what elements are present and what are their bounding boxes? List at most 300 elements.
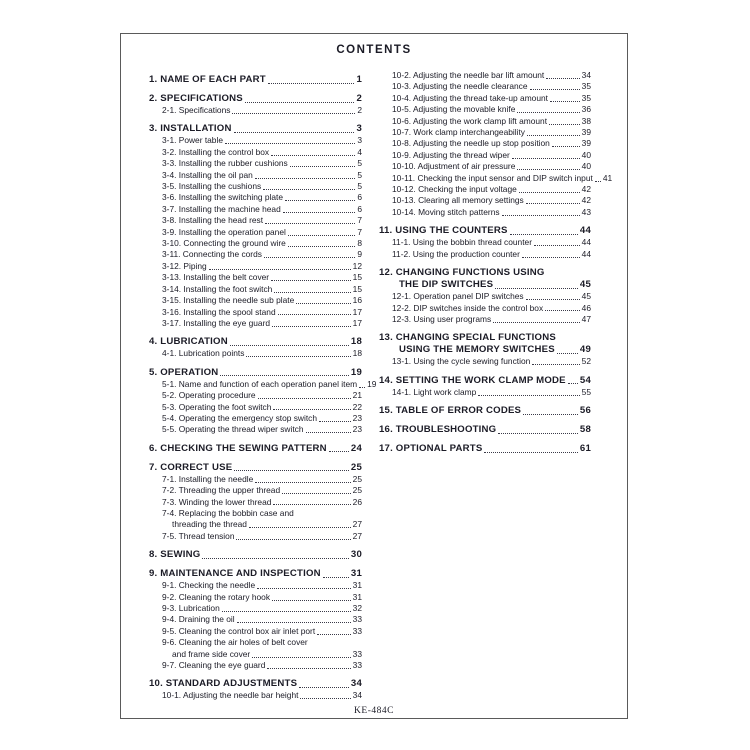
toc-entry-label: 3-2. Installing the control box — [162, 146, 270, 157]
toc-dotted-leader — [232, 113, 355, 114]
toc-entry — [149, 307, 362, 318]
toc-dotted-leader — [495, 288, 578, 289]
toc-page-number: 23 — [352, 412, 362, 423]
toc-page-number: 17 — [352, 317, 362, 328]
toc-dotted-leader — [290, 166, 356, 167]
toc-entry-label: 10-4. Adjusting the thread take-up amount — [392, 92, 548, 103]
toc-entry — [149, 485, 362, 496]
toc-entry-label: 15. TABLE OF ERROR CODES — [379, 405, 522, 417]
toc-entry — [149, 105, 362, 116]
toc-dotted-leader — [271, 280, 351, 281]
toc-page-number: 30 — [350, 549, 362, 561]
toc-entry — [149, 367, 362, 379]
toc-page-number: 44 — [579, 225, 591, 237]
toc-page-number: 7 — [357, 226, 362, 237]
toc-right-column — [379, 70, 613, 455]
toc-dotted-leader — [557, 353, 578, 354]
toc-dotted-leader — [246, 356, 350, 357]
toc-entry-label: 3-11. Connecting the cords — [162, 249, 262, 260]
toc-page-number: 39 — [581, 127, 591, 138]
toc-page-number: 16 — [352, 295, 362, 306]
toc-dotted-leader — [546, 78, 579, 79]
toc-page-number: 56 — [579, 405, 591, 417]
toc-page-number: 33 — [352, 614, 362, 625]
toc-page-number: 25 — [350, 461, 362, 473]
toc-entry-label: 3-13. Installing the belt cover — [162, 272, 270, 283]
toc-entry-label: 3-14. Installing the foot switch — [162, 283, 273, 294]
toc-page-number: 39 — [581, 138, 591, 149]
toc-entry — [379, 424, 591, 436]
toc-dotted-leader — [306, 432, 351, 433]
toc-page-number: 36 — [581, 104, 591, 115]
page-footer: KE-484C — [354, 706, 394, 716]
toc-entry — [379, 172, 613, 184]
toc-entry-label: 10-2. Adjusting the needle bar lift amount — [392, 70, 545, 80]
toc-page-number: 61 — [579, 443, 591, 455]
toc-page-number: 45 — [579, 279, 591, 291]
toc-entry-label: 17. OPTIONAL PARTS — [379, 443, 483, 455]
toc-entry-label: 7. CORRECT USE — [149, 461, 233, 473]
toc-entry — [149, 348, 362, 359]
toc-entry-label: USING THE MEMORY SWITCHES — [399, 344, 555, 356]
toc-page-number: 4 — [357, 146, 362, 157]
toc-page-number: 34 — [581, 70, 591, 80]
toc-page-number: 27 — [352, 519, 362, 530]
toc-entry-label: 10. STANDARD ADJUSTMENTS — [149, 678, 298, 690]
toc-dotted-leader — [252, 657, 350, 658]
toc-entry-label: 5-3. Operating the foot switch — [162, 401, 272, 412]
toc-page-number: 22 — [352, 401, 362, 412]
toc-entry-label: 3-9. Installing the operation panel — [162, 226, 286, 237]
toc-dotted-leader — [530, 89, 580, 90]
toc-entry — [379, 104, 591, 115]
toc-page-number: 47 — [581, 313, 591, 324]
toc-dotted-leader — [595, 181, 601, 182]
toc-entry-label: 10-11. Checking the input sensor and DIP switch input — [392, 172, 593, 183]
toc-dotted-leader — [526, 299, 580, 300]
toc-dotted-leader — [510, 234, 578, 235]
toc-dotted-leader — [237, 622, 351, 623]
toc-page-number: 17 — [352, 306, 362, 317]
toc-entry-label: 12-3. Using user programs — [392, 313, 492, 324]
toc-page-number: 41 — [602, 172, 613, 183]
toc-entry — [149, 181, 362, 192]
toc-page-number: 46 — [581, 302, 591, 313]
toc-page-number: 55 — [581, 386, 591, 397]
toc-entry-label: 1. NAME OF EACH PART — [149, 74, 266, 85]
toc-entry — [149, 497, 362, 508]
toc-page-number: 12 — [352, 260, 362, 271]
toc-entry — [379, 195, 591, 206]
toc-entry — [149, 284, 362, 295]
toc-entry — [379, 127, 591, 138]
toc-page-number: 33 — [352, 625, 362, 636]
toc-entry — [379, 314, 591, 325]
toc-entry — [149, 660, 362, 671]
toc-page-number: 15 — [352, 272, 362, 283]
toc-dotted-leader — [534, 245, 580, 246]
toc-dotted-leader — [523, 414, 578, 415]
toc-entry-label: 9-7. Cleaning the eye guard — [162, 660, 266, 671]
toc-entry-label: 3-6. Installing the switching plate — [162, 192, 284, 203]
toc-entry — [149, 637, 362, 660]
toc-page-number: 6 — [357, 203, 362, 214]
toc-entry-label: 10-7. Work clamp interchangeability — [392, 127, 525, 138]
toc-entry-label: 8. SEWING — [149, 549, 201, 561]
toc-dotted-leader — [234, 132, 355, 133]
toc-entry-label: 3. INSTALLATION — [149, 123, 232, 135]
toc-page-number: 23 — [352, 424, 362, 435]
toc-dotted-leader — [517, 169, 579, 170]
toc-entry — [379, 356, 591, 367]
toc-dotted-leader — [222, 611, 351, 612]
toc-page-number: 31 — [350, 568, 362, 580]
toc-dotted-leader — [267, 668, 350, 669]
toc-dotted-leader — [245, 102, 355, 103]
toc-entry-label: 4-1. Lubrication points — [162, 348, 245, 359]
toc-entry-label: 12-1. Operation panel DIP switches — [392, 291, 524, 302]
toc-dotted-leader — [319, 421, 351, 422]
toc-entry — [149, 443, 362, 455]
toc-dotted-leader — [274, 292, 350, 293]
toc-page-number: 18 — [350, 336, 362, 348]
toc-entry-label: 2. SPECIFICATIONS — [149, 93, 243, 104]
toc-entry — [149, 192, 362, 203]
toc-entry — [149, 204, 362, 215]
toc-entry — [149, 147, 362, 158]
toc-entry-label: 6. CHECKING THE SEWING PATTERN — [149, 442, 327, 454]
toc-entry-label: 4. LUBRICATION — [149, 336, 228, 348]
toc-entry-label: 11. USING THE COUNTERS — [379, 225, 508, 237]
toc-dotted-leader — [255, 482, 350, 483]
toc-entry-label: 7-3. Winding the lower thread — [162, 496, 272, 507]
toc-dotted-leader — [264, 257, 355, 258]
toc-entry — [149, 238, 362, 249]
toc-entry — [149, 474, 362, 485]
toc-entry-label: 9. MAINTENANCE AND INSPECTION — [149, 568, 321, 580]
toc-dotted-leader — [236, 539, 350, 540]
toc-entry — [149, 531, 362, 542]
toc-entry — [149, 402, 362, 413]
toc-entry — [379, 267, 591, 291]
toc-page-number: 35 — [581, 92, 591, 103]
toc-dotted-leader — [484, 452, 577, 453]
toc-page-number: 15 — [352, 283, 362, 294]
toc-entry — [379, 207, 591, 218]
toc-entry-label: 12. CHANGING FUNCTIONS USING — [379, 267, 545, 279]
toc-page-number: 5 — [357, 181, 362, 192]
toc-entry — [379, 150, 591, 161]
toc-entry-label: 7-5. Thread tension — [162, 530, 235, 541]
toc-entry — [149, 690, 362, 701]
toc-dotted-leader — [317, 634, 351, 635]
toc-entry-label: 14-1. Light work clamp — [392, 386, 477, 397]
toc-entry-label: 3-12. Piping — [162, 260, 207, 271]
toc-entry — [379, 237, 591, 248]
toc-dotted-leader — [526, 203, 580, 204]
toc-page-number: 25 — [352, 485, 362, 496]
toc-page-number: 3 — [356, 123, 362, 135]
toc-entry — [149, 227, 362, 238]
toc-entry — [379, 332, 591, 356]
toc-entry-label: and frame side cover — [172, 648, 251, 659]
toc-entry-label: 11-1. Using the bobbin thread counter — [392, 237, 532, 248]
toc-entry-label: threading the thread — [172, 519, 247, 530]
toc-page-number: 26 — [352, 496, 362, 507]
toc-dotted-leader — [283, 212, 356, 213]
toc-entry — [149, 123, 362, 135]
toc-dotted-leader — [273, 409, 350, 410]
toc-entry — [149, 568, 362, 580]
toc-entry — [149, 215, 362, 226]
toc-entry-label: 10-10. Adjustment of air pressure — [392, 161, 516, 172]
toc-entry — [149, 678, 362, 690]
toc-page-number: 34 — [350, 678, 362, 690]
toc-entry — [149, 549, 362, 561]
page-title: CONTENTS — [336, 44, 412, 56]
toc-dotted-leader — [323, 577, 349, 578]
toc-dotted-leader — [498, 433, 578, 434]
toc-dotted-leader — [478, 395, 579, 396]
toc-entry — [379, 81, 591, 92]
toc-dotted-leader — [512, 158, 580, 159]
toc-entry-label: 16. TROUBLESHOOTING — [379, 424, 497, 436]
toc-page-number: 52 — [581, 356, 591, 367]
toc-entry — [149, 272, 362, 283]
toc-page-number: 43 — [581, 206, 591, 217]
toc-dotted-leader — [288, 246, 355, 247]
toc-dotted-leader — [273, 504, 350, 505]
toc-page-number: 8 — [357, 238, 362, 249]
toc-entry-label: 9-4. Draining the oil — [162, 614, 235, 625]
toc-entry-label: 2-1. Specifications — [162, 105, 231, 115]
toc-page-number: 1 — [356, 74, 362, 85]
toc-entry — [379, 225, 591, 237]
toc-page-number: 6 — [357, 192, 362, 203]
toc-page-number: 24 — [350, 442, 362, 454]
toc-entry-label: 3-4. Installing the oil pan — [162, 169, 253, 180]
toc-entry — [149, 424, 362, 435]
toc-entry-label: 3-15. Installing the needle sub plate — [162, 295, 295, 306]
toc-dotted-leader — [234, 470, 349, 471]
toc-dotted-leader — [527, 135, 580, 136]
toc-dotted-leader — [493, 322, 580, 323]
toc-entry — [379, 387, 591, 398]
toc-dotted-leader — [257, 588, 351, 589]
toc-page-number: 44 — [581, 237, 591, 248]
toc-entry-label: THE DIP SWITCHES — [399, 279, 494, 291]
toc-page-number: 34 — [352, 690, 362, 701]
toc-page-number: 58 — [579, 424, 591, 436]
toc-entry-label: 3-16. Installing the spool stand — [162, 306, 276, 317]
toc-entry-label: 7-2. Threading the upper thread — [162, 485, 281, 496]
toc-entry-label: 11-2. Using the production counter — [392, 248, 520, 259]
toc-page-number: 25 — [352, 473, 362, 484]
toc-dotted-leader — [359, 387, 365, 388]
toc-page-number: 40 — [581, 149, 591, 160]
toc-dotted-leader — [255, 178, 356, 179]
toc-dotted-leader — [263, 189, 355, 190]
toc-entry — [149, 135, 362, 146]
toc-page-number: 40 — [581, 161, 591, 172]
toc-entry — [379, 93, 591, 104]
toc-entry — [149, 249, 362, 260]
toc-entry-label: 3-10. Connecting the ground wire — [162, 238, 286, 249]
toc-entry — [379, 70, 591, 81]
toc-entry — [149, 592, 362, 603]
document-page — [120, 33, 628, 719]
toc-entry-label: 5-4. Operating the emergency stop switch — [162, 412, 318, 423]
toc-page-number: 44 — [581, 248, 591, 259]
toc-entry — [379, 138, 591, 149]
toc-entry — [379, 303, 591, 314]
toc-entry-label: 12-2. DIP switches inside the control box — [392, 302, 544, 313]
toc-dotted-leader — [278, 314, 351, 315]
toc-dotted-leader — [220, 375, 349, 376]
toc-entry — [149, 614, 362, 625]
toc-entry — [149, 413, 362, 424]
toc-entry — [149, 462, 362, 474]
toc-entry-label: 10-8. Adjusting the needle up stop position — [392, 138, 550, 149]
toc-entry — [379, 291, 591, 302]
toc-entry-label: 5-5. Operating the thread wiper switch — [162, 424, 304, 435]
toc-entry-label: 3-17. Installing the eye guard — [162, 317, 271, 328]
toc-entry — [379, 249, 591, 260]
toc-dotted-leader — [258, 398, 351, 399]
toc-dotted-leader — [272, 600, 351, 601]
toc-dotted-leader — [230, 345, 349, 346]
toc-entry-label: 10-12. Checking the input voltage — [392, 184, 517, 195]
toc-page-number: 7 — [357, 215, 362, 226]
toc-entry — [379, 116, 591, 127]
toc-entry-label: 9-1. Checking the needle — [162, 580, 256, 591]
toc-entry — [379, 405, 591, 417]
toc-page-number: 18 — [352, 348, 362, 359]
toc-entry-label: 7-1. Installing the needle — [162, 473, 254, 484]
toc-page-number: 5 — [357, 158, 362, 169]
toc-entry-label: 9-2. Cleaning the rotary hook — [162, 591, 271, 602]
toc-page-number: 9 — [357, 249, 362, 260]
toc-page-number: 33 — [352, 660, 362, 671]
toc-page-number: 27 — [352, 530, 362, 541]
toc-dotted-leader — [288, 235, 355, 236]
toc-entry-label: 13-1. Using the cycle sewing function — [392, 356, 531, 367]
toc-dotted-leader — [502, 215, 580, 216]
toc-page-number: 45 — [581, 291, 591, 302]
toc-entry-label: 10-9. Adjusting the thread wiper — [392, 149, 510, 160]
toc-entry-label: 10-3. Adjusting the needle clearance — [392, 81, 528, 92]
toc-page-number: 3 — [357, 135, 362, 146]
toc-entry-label: 13. CHANGING SPECIAL FUNCTIONS — [379, 332, 556, 344]
toc-dotted-leader — [209, 269, 351, 270]
toc-entry — [149, 378, 377, 390]
toc-dotted-leader — [517, 112, 579, 113]
toc-entry — [149, 603, 362, 614]
toc-entry-label: 3-5. Installing the cushions — [162, 181, 262, 192]
toc-page-number: 49 — [579, 344, 591, 356]
toc-entry-label: 3-8. Installing the head rest — [162, 215, 264, 226]
toc-page-number: 2 — [357, 105, 362, 115]
toc-dotted-leader — [545, 310, 580, 311]
toc-entry-label: 5-1. Name and function of each operation panel item — [162, 378, 358, 389]
toc-dotted-leader — [329, 451, 349, 452]
toc-page-number: 32 — [352, 603, 362, 613]
toc-entry-label: 9-3. Lubrication — [162, 603, 220, 613]
toc-entry — [149, 626, 362, 637]
toc-entry-label: 10-1. Adjusting the needle bar height — [162, 690, 299, 701]
toc-entry — [379, 443, 591, 455]
toc-page-number: 21 — [352, 390, 362, 401]
toc-entry — [149, 508, 362, 531]
toc-entry-label: 9-6. Cleaning the air holes of belt cover — [162, 637, 308, 648]
toc-entry-label: 5. OPERATION — [149, 366, 219, 378]
toc-entry-label: 7-4. Replacing the bobbin case and — [162, 507, 294, 518]
toc-entry-label: 3-7. Installing the machine head — [162, 203, 281, 214]
toc-page-number: 35 — [581, 81, 591, 92]
toc-entry-label: 10-14. Moving stitch patterns — [392, 206, 500, 217]
toc-dotted-leader — [249, 527, 351, 528]
toc-dotted-leader — [202, 558, 349, 559]
toc-page-number: 5 — [357, 169, 362, 180]
toc-entry — [149, 336, 362, 348]
toc-dotted-leader — [265, 223, 355, 224]
toc-entry — [149, 74, 362, 86]
toc-entry-label: 14. SETTING THE WORK CLAMP MODE — [379, 374, 566, 386]
toc-dotted-leader — [532, 364, 579, 365]
toc-page-number: 33 — [352, 648, 362, 659]
toc-entry-label: 9-5. Cleaning the control box air inlet port — [162, 625, 316, 636]
toc-entry-label: 3-1. Power table — [162, 135, 223, 146]
toc-dotted-leader — [550, 101, 580, 102]
toc-entry — [149, 261, 362, 272]
toc-page-number: 31 — [352, 580, 362, 591]
toc-dotted-leader — [299, 687, 349, 688]
toc-left-column — [149, 74, 377, 702]
toc-entry-label: 5-2. Operating procedure — [162, 390, 256, 401]
toc-page-number: 19 — [350, 366, 362, 378]
toc-dotted-leader — [552, 146, 580, 147]
toc-dotted-leader — [271, 155, 355, 156]
toc-dotted-leader — [282, 493, 351, 494]
toc-page-number: 42 — [581, 184, 591, 195]
toc-entry — [149, 93, 362, 105]
toc-entry — [379, 184, 591, 195]
toc-entry — [149, 295, 362, 306]
toc-page-number: 19 — [367, 378, 377, 389]
toc-entry — [149, 390, 362, 401]
toc-entry — [149, 170, 362, 181]
toc-entry-label: 10-13. Clearing all memory settings — [392, 195, 524, 206]
toc-entry — [379, 375, 591, 387]
toc-dotted-leader — [272, 326, 351, 327]
toc-entry — [379, 161, 591, 172]
toc-entry-label: 3-3. Installing the rubber cushions — [162, 158, 288, 169]
toc-page-number: 2 — [356, 93, 362, 104]
toc-dotted-leader — [549, 124, 580, 125]
toc-page-number: 38 — [581, 115, 591, 126]
toc-entry-label: 10-5. Adjusting the movable knife — [392, 104, 516, 115]
toc-entry — [149, 580, 362, 591]
toc-page-number: 42 — [581, 195, 591, 206]
toc-dotted-leader — [522, 257, 580, 258]
toc-dotted-leader — [285, 200, 355, 201]
toc-dotted-leader — [300, 698, 350, 699]
toc-page-number: 54 — [579, 374, 591, 386]
toc-dotted-leader — [568, 383, 578, 384]
toc-dotted-leader — [225, 143, 355, 144]
toc-page-number: 31 — [352, 591, 362, 602]
toc-dotted-leader — [296, 303, 350, 304]
